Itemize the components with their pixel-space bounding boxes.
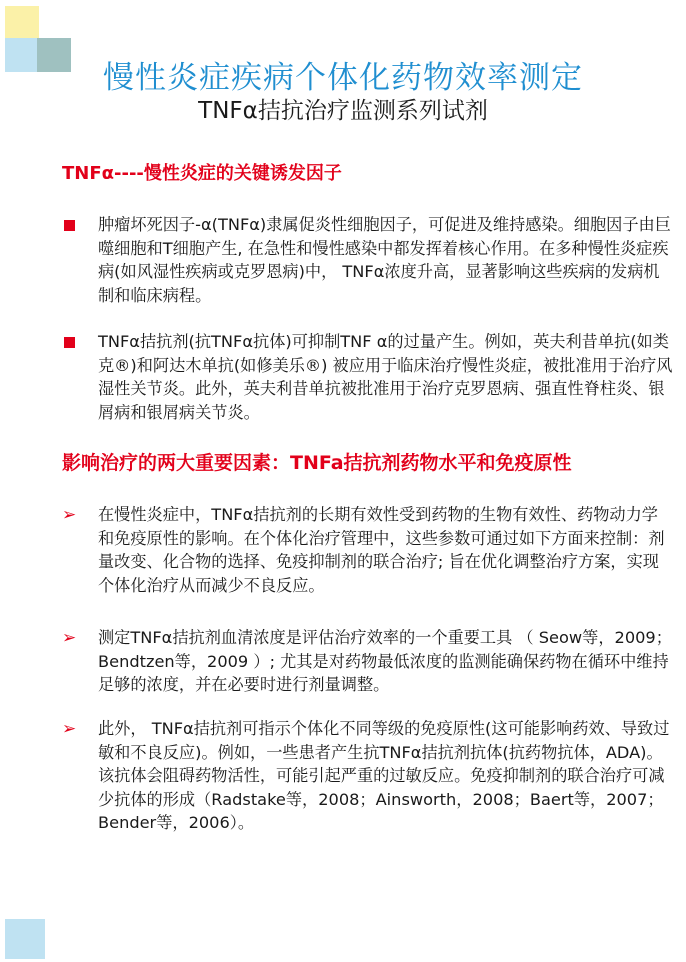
list-item-text: TNFα拮抗剂(抗TNFα抗体)可抑制TNF α的过量产生。例如，英夫利昔单抗(如类克®)和阿达木单抗(如修美乐®) 被应用于临床治疗慢性炎症，被批准用于治疗风湿性关节炎。此外，英夫利昔单抗被批准用于治疗克罗恩病、强直性脊柱炎、银屑病和银屑病关节炎。: [98, 332, 673, 422]
list-item-text: 此外， TNFα拮抗剂可指示个体化不同等级的免疫原性(这可能影响药效、导致过敏和不良反应)。例如，一些患者产生抗TNFα拮抗剂抗体(抗药物抗体，ADA)。该抗体会阻碍药物活性，可能引起严重的过敏反应。免疫抑制剂的联合治疗可减少抗体的形成（Radstake等，2008；Ainsworth，2008；Baert等，2007；Bender等，2006）。: [98, 719, 670, 832]
arrow-bullet-icon: ➢: [62, 628, 77, 648]
list-item-text: 肿瘤坏死因子-α(TNFα)隶属促炎性细胞因子，可促进及维持感染。细胞因子由巨噬细胞和T细胞产生, 在急性和慢性感染中都发挥着核心作用。在多种慢性炎症疾病(如风湿性疾病或克罗恩病)中， TNFα浓度升高，显著影响这些疾病的发病机制和临床病程。: [98, 215, 671, 305]
square-bullet-icon: [64, 337, 75, 348]
decorative-bottom-square: [5, 919, 45, 959]
arrow-bullet-icon: ➢: [62, 719, 77, 739]
section-heading-factors: 影响治疗的两大重要因素：TNFa拮抗剂药物水平和免疫原性: [62, 452, 572, 474]
list-item-text: 在慢性炎症中，TNFα拮抗剂的长期有效性受到药物的生物有效性、药物动力学和免疫原性的影响。在个体化治疗管理中，这些参数可通过如下方面来控制：剂量改变、化合物的选择、免疫抑制剂的联合治疗; 旨在优化调整治疗方案，实现个体化治疗从而减少不良反应。: [98, 505, 665, 595]
page-title: 慢性炎症疾病个体化药物效率测定: [103, 60, 583, 96]
page-subtitle: TNFα拮抗治疗监测系列试剂: [198, 98, 488, 124]
list-item-text: 测定TNFα拮抗剂血清浓度是评估治疗效率的一个重要工具 （ Seow等，2009；Bendtzen等，2009 ）; 尤其是对药物最低浓度的监测能确保药物在循环中维持足够的浓度，并在必要时进行剂量调整。: [98, 628, 672, 694]
square-bullet-icon: [64, 220, 75, 231]
decorative-yellow-square: [5, 6, 39, 40]
section-heading-tnfa: TNFα----慢性炎症的关键诱发因子: [62, 163, 342, 184]
arrow-bullet-icon: ➢: [62, 505, 77, 525]
